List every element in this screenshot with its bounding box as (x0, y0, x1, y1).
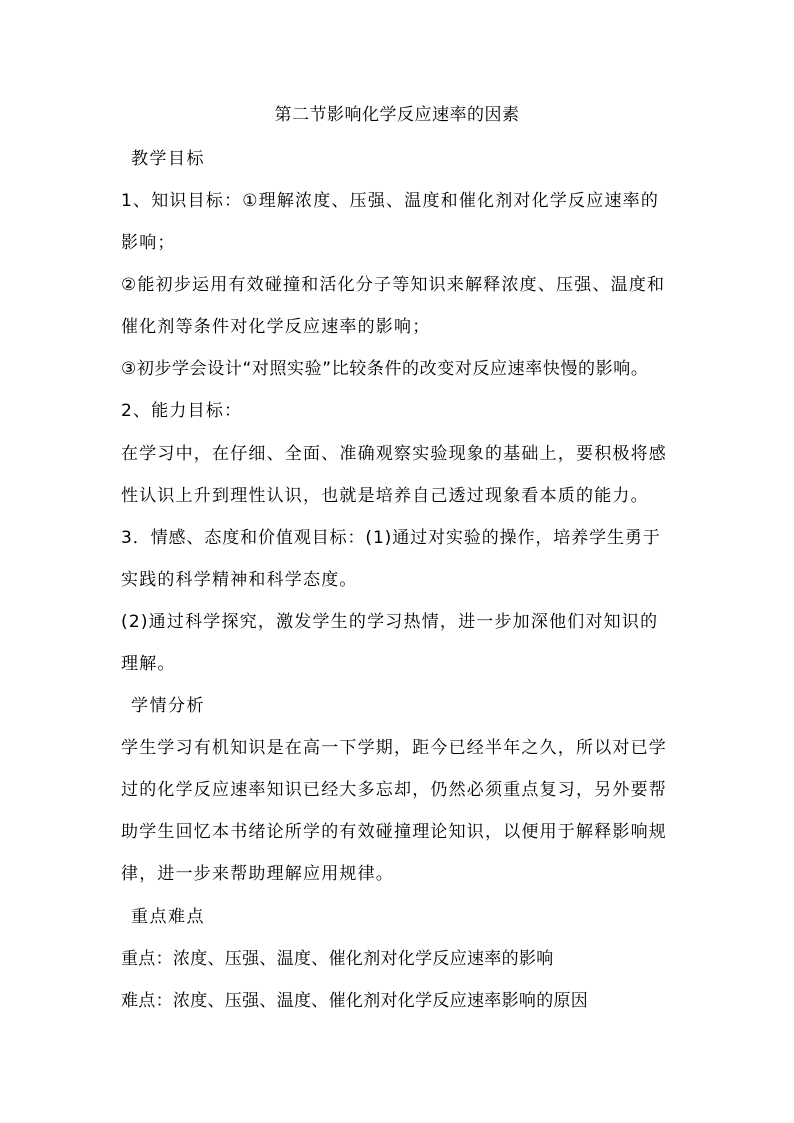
paragraph-line: 3．情感、态度和价值观目标：(1)通过对实验的操作，培养学生勇于 (121, 528, 661, 548)
paragraph-line: 助学生回忆本书绪论所学的有效碰撞理论知识，以便用于解释影响规 (121, 822, 667, 842)
paragraph-line: 1、知识目标：①理解浓度、压强、温度和催化剂对化学反应速率的 (121, 191, 660, 211)
section-heading-learning-analysis: 学情分析 (131, 696, 205, 716)
paragraph-line: 性认识上升到理性认识，也就是培养自己透过现象看本质的能力。 (121, 486, 649, 506)
key-point-line: 重点：浓度、压强、温度、催化剂对化学反应速率的影响 (121, 949, 554, 969)
paragraph-line: 实践的科学精神和科学态度。 (121, 570, 358, 590)
paragraph-line: 催化剂等条件对化学反应速率的影响； (121, 317, 431, 337)
section-heading-key-difficult-points: 重点难点 (131, 907, 205, 927)
paragraph-line: 2、能力目标： (121, 401, 243, 421)
paragraph-line: 学生学习有机知识是在高一下学期，距今已经半年之久，所以对已学 (121, 738, 667, 758)
section-heading-teaching-objectives: 教学目标 (131, 149, 205, 169)
paragraph-line: 在学习中，在仔细、全面、准确观察实验现象的基础上，要积极将感 (121, 444, 667, 464)
document-title: 第二节影响化学反应速率的因素 (274, 105, 520, 125)
paragraph-line: ③初步学会设计“对照实验”比较条件的改变对反应速率快慢的影响。 (121, 359, 649, 379)
paragraph-line: 过的化学反应速率知识已经大多忘却，仍然必须重点复习，另外要帮 (121, 780, 667, 800)
paragraph-line: 影响； (121, 233, 176, 253)
difficult-point-line: 难点：浓度、压强、温度、催化剂对化学反应速率影响的原因 (121, 991, 589, 1011)
paragraph-line: ②能初步运用有效碰撞和活化分子等知识来解释浓度、压强、温度和 (121, 275, 666, 295)
paragraph-line: 理解。 (121, 654, 176, 674)
paragraph-line: 律，进一步来帮助理解应用规律。 (121, 864, 394, 884)
paragraph-line: (2)通过科学探究，激发学生的学习热情，进一步加深他们对知识的 (121, 612, 659, 632)
